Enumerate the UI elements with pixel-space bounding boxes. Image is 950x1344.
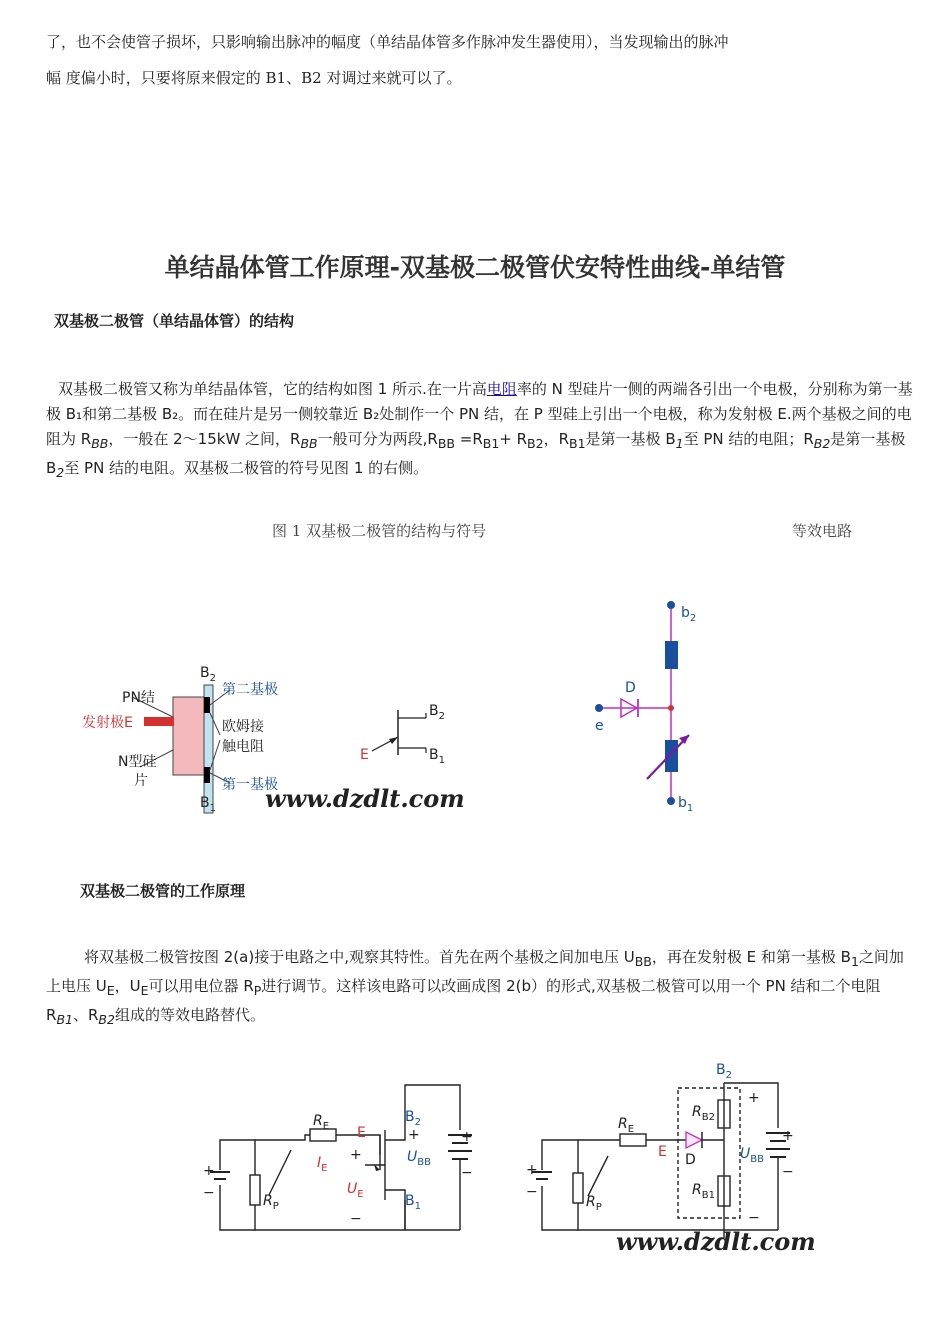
- svg-text:B2: $B_2$: [429, 703, 445, 722]
- svg-text:片: 片: [134, 773, 148, 789]
- watermark: www.dzdlt.com: [265, 784, 465, 813]
- svg-text:b2: $b_2$: [681, 605, 697, 624]
- svg-text:D: D: [685, 1152, 696, 1168]
- svg-text:+: +: [203, 1163, 215, 1179]
- watermark: www.dzdlt.com: [616, 1227, 816, 1256]
- diode-icon: [686, 1132, 702, 1148]
- svg-text:RB1: $R_{B1}$: [692, 1182, 715, 1201]
- figure2a-circuit: [195, 1075, 485, 1240]
- svg-text:+: +: [461, 1129, 473, 1145]
- svg-text:−: −: [203, 1185, 215, 1201]
- svg-text:UE: $U_E$: [347, 1181, 364, 1200]
- equivalent-circuit-diagram: [585, 595, 705, 815]
- svg-text:B2: $B_2$: [200, 665, 216, 684]
- svg-text:+: +: [526, 1162, 538, 1178]
- svg-text:−: −: [748, 1210, 760, 1226]
- section-heading-principle: 双基极二极管的工作原理: [80, 882, 246, 900]
- svg-text:−: −: [461, 1165, 473, 1181]
- svg-text:RP: $R_P$: [263, 1193, 279, 1212]
- svg-text:+: +: [748, 1090, 760, 1106]
- svg-text:−: −: [782, 1164, 794, 1180]
- rp-potentiometer: [250, 1175, 260, 1205]
- svg-text:RP: $R_P$: [586, 1194, 602, 1213]
- structure-paragraph: 双基极二极管又称为单结晶体管，它的结构如图 1 所示.在一片高电阻率的 N 型硅片一侧的两端各引出一个电极，分别称为第一基极 B₁和第二基极 B₂。而在硅片是另一侧较靠近 B₂处制作一个 PN 结，在 P 型硅上引出一个电极，称为发射极 E.两个基极之间的电阻为 $R_{BB}$，一般在 2～15kW 之间，$R_{BB}$一般可分为两段$,R_{BB} =R_{B1}+ R_{B2}$，$R_{B1}$是第一基极 $B_1$至 PN 结的电阻；$R_{B2}$是第一基极 $B_2$至 PN 结的电阻。双基极二极管的符号见图 1 的右侧。: [46, 380, 913, 480]
- intro-line-1: 了，也不会使管子损坏，只影响输出脉冲的幅度（单结晶体管多作脉冲发生器使用），当发现输出的脉冲: [46, 33, 729, 51]
- b1-terminal: [667, 797, 675, 805]
- pn-junction-label: PN结: [122, 690, 155, 706]
- svg-text:−: −: [350, 1211, 362, 1227]
- svg-text:E: E: [360, 747, 369, 763]
- emitter-label: 发射极E: [82, 715, 133, 731]
- svg-text:D: D: [625, 680, 636, 696]
- base2-label: 第二基极: [222, 682, 278, 698]
- n-silicon-body: [173, 697, 206, 775]
- svg-text:+: +: [350, 1147, 362, 1163]
- ohmic-contact-top: [204, 697, 210, 713]
- figure1-caption: 图 1 双基极二极管的结构与符号: [272, 522, 487, 540]
- e-terminal: [595, 704, 603, 712]
- intro-line-2: 幅 度偏小时，只要将原来假定的 B1、B2 对调过来就可以了。: [46, 69, 462, 87]
- svg-text:−: −: [526, 1184, 538, 1200]
- svg-text:触电阻: 触电阻: [222, 739, 264, 755]
- svg-text:RE: $R_E$: [313, 1113, 330, 1132]
- svg-text:RE: $R_E$: [618, 1116, 635, 1135]
- intro-paragraph: [46, 30, 916, 91]
- svg-text:UBB: $U_{BB}$: [740, 1146, 764, 1165]
- svg-text:b1: $b_1$: [678, 795, 694, 814]
- ohmic-contact-bottom: [204, 767, 210, 783]
- svg-text:E: E: [658, 1144, 667, 1160]
- svg-text:+: +: [408, 1127, 420, 1143]
- page-title: 单结晶体管工作原理-双基极二极管伏安特性曲线-单结管: [164, 253, 786, 282]
- svg-text:e: e: [595, 718, 604, 734]
- section-heading-structure: 双基极二极管（单结晶体管）的结构: [54, 312, 295, 330]
- svg-text:B1: $B_1$: [429, 747, 445, 766]
- svg-text:+: +: [782, 1128, 794, 1144]
- svg-text:欧姆接: 欧姆接: [222, 719, 264, 735]
- svg-text:B2: $B_2$: [405, 1109, 421, 1128]
- emitter-lead: [144, 717, 174, 726]
- svg-text:B1: $B_1$: [200, 795, 216, 814]
- b2-terminal: [667, 601, 675, 609]
- svg-text:E: E: [357, 1125, 366, 1141]
- svg-text:RB2: $R_{B2}$: [692, 1104, 715, 1123]
- svg-text:B1: $B_1$: [405, 1193, 421, 1212]
- base1-label: 第一基极: [222, 777, 278, 793]
- equivalent-circuit-caption: 等效电路: [792, 522, 853, 540]
- svg-text:N型硅: N型硅: [118, 754, 157, 770]
- figure2b-equivalent-circuit: [520, 1058, 820, 1258]
- svg-text:B2: $B_2$: [716, 1062, 732, 1081]
- figure1-structure-diagram: [70, 655, 470, 820]
- rb1-resistor: [665, 740, 678, 772]
- rb2-resistor: [665, 641, 678, 669]
- principle-paragraph: 将双基极二极管按图 2(a)接于电路之中,观察其特性。首先在两个基极之间加电压 $U_{BB}$，再在发射极 E 和第一基极 $B_1$之间加上电压 $U_E$，$U_E$可以用电位器 $R_P$进行调节。这样该电路可以改画成图 2(b）的形式,双基极二极管可以用一个 PN 结和二个电阻 $R_{B1}$、$R_{B2}$组成的等效电路替代。: [46, 948, 904, 1027]
- resistance-link[interactable]: 电阻: [486, 380, 517, 398]
- svg-text:UBB: $U_{BB}$: [407, 1149, 431, 1168]
- svg-text:IE: $I_E$: [317, 1155, 328, 1174]
